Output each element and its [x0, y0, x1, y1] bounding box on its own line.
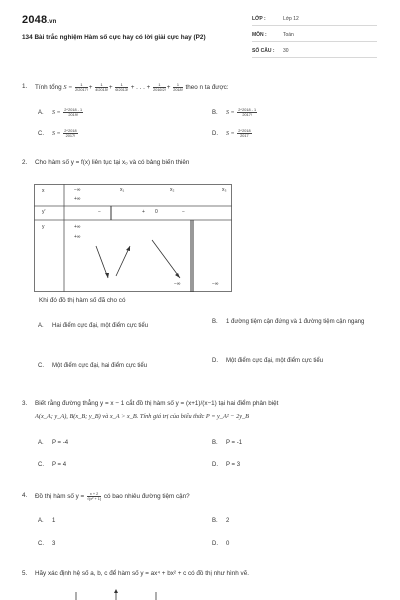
x-value: x₂ — [170, 187, 175, 193]
option-d[interactable]: D. S = $\frac{2\^{}2018}{2017}$ — [212, 129, 251, 138]
sign: − — [98, 209, 101, 215]
meta-row-subject — [252, 29, 377, 42]
fraction-term: $\frac{1}{2018!}$ — [173, 83, 183, 92]
meta-value: 30 — [283, 48, 289, 54]
logo-text: 2048 — [22, 14, 48, 26]
option-c[interactable]: C. Một điểm cực đại, hai điểm cực tiểu — [38, 363, 148, 369]
sign-zero: 0 — [155, 209, 158, 215]
x-value: x₁ — [120, 187, 125, 193]
site-logo[interactable] — [22, 14, 57, 26]
y-value: +∞ — [74, 224, 81, 230]
meta-row-count — [252, 45, 377, 58]
question-text-line2: A(x_A; y_A), B(x_B; y_B) và x_A > x_B. Tính giá trị của biểu thức P = y_A² − 2y_B — [35, 413, 250, 420]
question-number: 2. — [22, 159, 28, 166]
question-text: Tính tổng S = $\frac{1}{2!2017!}$ + $\frac{1}{4!2015!}$ + $\frac{1}{6!2013!}$ + . . . + $\frac{1}{2016!2!}$ + $\frac{1}{2018!}$ theo n ta được: — [35, 83, 229, 92]
question-text: Cho hàm số y = f(x) liên tục tại x₀ và có bảng biến thiên — [35, 159, 190, 166]
graph-figure-top — [60, 588, 170, 600]
meta-value: Toán — [283, 32, 294, 38]
y-value: −∞ — [212, 281, 219, 287]
ellipsis: + . . . + — [130, 84, 151, 92]
option-c[interactable]: C. S = $\frac{2\^{}2018}{2017!}$ — [38, 129, 77, 138]
sign: + — [142, 209, 145, 215]
meta-key: LỚP : — [252, 16, 266, 22]
logo-suffix: .vn — [47, 19, 57, 25]
page-title: 134 Bài trắc nghiệm Hàm số cực hay có lời giải cực hay (P2) — [22, 34, 206, 41]
question-4 — [22, 492, 382, 504]
option-b[interactable]: B. S = $\frac{2\^{}2018 - 1}{2017!}$ — [212, 108, 257, 117]
x-value: x₃ — [222, 187, 227, 193]
meta-row-class — [252, 13, 377, 26]
option-d[interactable]: D. Một điểm cực đại, một điểm cực tiểu — [212, 358, 324, 364]
sum-variable: S = — [63, 84, 73, 92]
question-text-start: Tính tổng — [35, 84, 62, 92]
sign: − — [182, 209, 185, 215]
question-2 — [22, 159, 382, 169]
option-a[interactable]: A. S = $\frac{2\^{}2018 - 1}{2019!}$ — [38, 108, 83, 117]
option-d[interactable]: D. P = 3 — [212, 462, 241, 468]
x-value-plus-inf: +∞ — [74, 196, 81, 202]
question-5 — [22, 570, 382, 580]
y-value: +∞ — [74, 234, 81, 240]
function-fraction: $\frac{x + 2}{\text{√(x² + 1)}}$ — [86, 492, 102, 501]
question-text: Hãy xác định hệ số a, b, c để hàm số y = ax⁴ + bx² + c có đồ thị như hình vẽ. — [35, 570, 249, 577]
meta-key: SỐ CÂU : — [252, 48, 275, 54]
option-a[interactable]: A. Hai điểm cực đại, một điểm cực tiểu — [38, 323, 149, 329]
question-number: 4. — [22, 492, 28, 499]
meta-value: Lớp 12 — [283, 16, 299, 22]
question-3 — [22, 400, 382, 424]
variation-table — [34, 184, 232, 292]
option-a[interactable]: A. P = -4 — [38, 440, 69, 446]
option-c[interactable]: C. 3 — [38, 541, 56, 547]
question-text-line1: Biết rằng đường thẳng y = x − 1 cắt đồ thị hàm số y = (x+1)/(x−1) tại hai điểm phân biệt — [35, 400, 279, 407]
y-value: −∞ — [174, 281, 181, 287]
row-label-yprime: y' — [42, 209, 46, 215]
question-number: 1. — [22, 83, 28, 90]
option-a[interactable]: A. 1 — [38, 518, 56, 524]
x-value: −∞ — [74, 187, 81, 193]
fraction-term: $\frac{1}{2016!2!}$ — [153, 83, 166, 92]
variation-table-grid — [34, 184, 232, 292]
question-text-end: theo n ta được: — [185, 84, 229, 92]
question-2-followup: Khi đó đồ thị hàm số đã cho có — [39, 297, 126, 304]
option-c[interactable]: C. P = 4 — [38, 462, 67, 468]
fraction-term: $\frac{1}{6!2013!}$ — [115, 83, 128, 92]
question-number: 3. — [22, 400, 28, 407]
question-text: Đồ thị hàm số y = $\frac{x + 2}{\text{√(x² + 1)}}$ có bao nhiêu đường tiệm cận? — [35, 492, 190, 501]
meta-key: MÔN : — [252, 32, 267, 38]
row-label-x: x — [42, 188, 45, 194]
question-number: 5. — [22, 570, 28, 577]
fraction-term: $\frac{1}{2!2017!}$ — [75, 83, 88, 92]
option-b[interactable]: B. P = -1 — [212, 440, 243, 446]
option-d[interactable]: D. 0 — [212, 541, 230, 547]
question-1 — [22, 83, 382, 95]
row-label-y: y — [42, 224, 45, 230]
fraction-term: $\frac{1}{4!2015!}$ — [95, 83, 108, 92]
option-b[interactable]: B. 2 — [212, 518, 230, 524]
option-b[interactable]: B. 1 đường tiệm cận đứng và 1 đường tiệm cận ngang — [212, 319, 365, 325]
